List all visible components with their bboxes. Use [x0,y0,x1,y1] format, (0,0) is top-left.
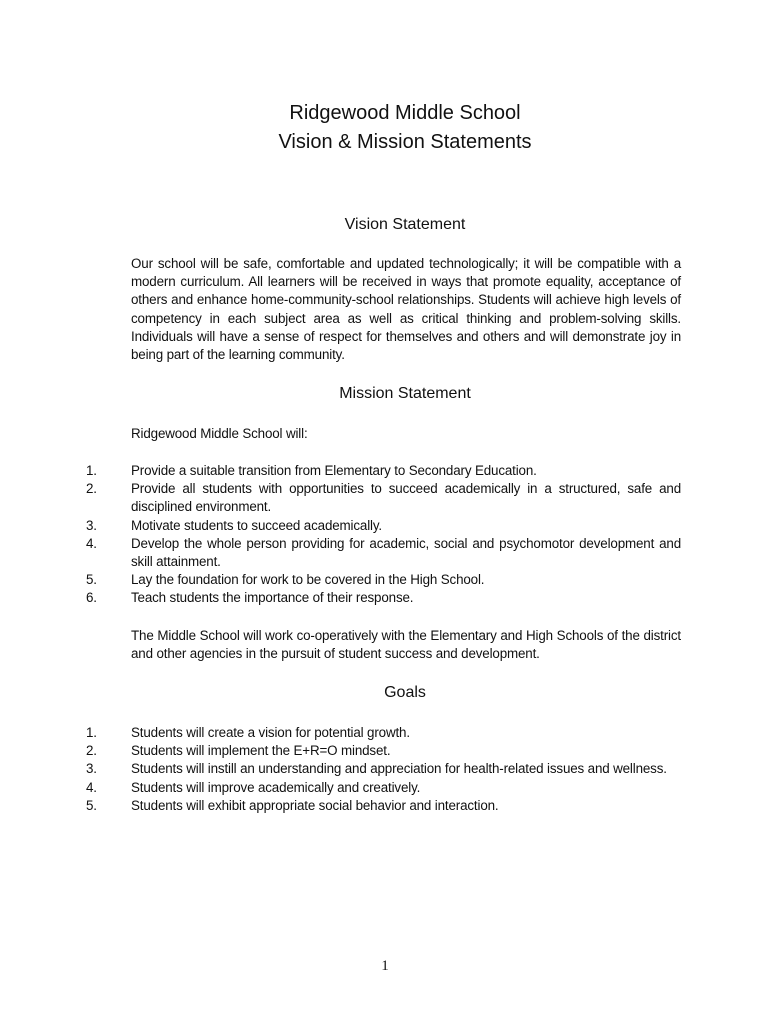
goal-item-text: Students will implement the E+R=O mindset. [131,743,391,759]
mission-item-text: Teach students the importance of their response. [131,590,414,606]
goal-item [0,742,770,760]
mission-item-text: Provide all students with opportunities to succeed academically in a structured, safe and disciplined environment. [131,481,681,515]
mission-item-number: 4. [86,535,97,551]
goal-item-text: Students will create a vision for potential growth. [131,725,410,740]
mission-heading: Mission Statement [339,385,471,402]
mission-list [0,462,770,608]
goal-item [0,779,770,797]
goal-item-number: 3. [86,761,97,777]
goal-item-text: Students will instill an understanding and appreciation for health-related issues and wellness. [131,761,667,777]
goal-item-number: 5. [86,797,97,813]
goal-item-text: Students will improve academically and creatively. [131,779,421,795]
goal-item [0,724,770,742]
goals-heading: Goals [384,684,426,701]
mission-item-number: 5. [86,572,97,588]
page-number: 1 [381,958,389,974]
goal-item-number: 4. [86,779,97,795]
document-title-subtitle: Vision & Mission Statements [278,131,532,153]
mission-item [0,589,770,607]
mission-closing-paragraph: The Middle School will work co-operatively with the Elementary and High Schools of the district and other agencies in the pursuit of student success and development. [131,628,681,662]
vision-paragraph: Our school will be safe, comfortable and updated technologically; it will be compatible with a modern curriculum. All learners will be received in ways that promote equality, acceptance of others and enhance home-community-school relationships. Students will achieve high levels of competency in each subject area as well as critical thinking and problem-solving skills. Individuals will have a sense of respect for themselves and others and will demonstrate joy in being part of the learning community. [131,256,681,363]
mission-item-number: 2. [86,481,97,497]
mission-item-number: 6. [86,590,97,606]
goal-item-number: 2. [86,743,97,759]
goal-item [0,797,770,815]
mission-item [0,571,770,589]
mission-intro: Ridgewood Middle School will: [131,426,308,441]
mission-item-text: Provide a suitable transition from Elementary to Secondary Education. [131,463,537,478]
goals-list [0,724,770,815]
mission-item-text: Develop the whole person providing for academic, social and psychomotor development and skill attainment. [131,535,681,570]
goal-item-number: 1. [86,725,97,740]
document-title-school: Ridgewood Middle School [289,102,521,124]
mission-item [0,480,770,516]
mission-item-text: Lay the foundation for work to be covered in the High School. [131,572,485,588]
mission-item [0,517,770,535]
goal-item-text: Students will exhibit appropriate social behavior and interaction. [131,797,499,813]
mission-item-text: Motivate students to succeed academically. [131,517,382,533]
mission-item [0,462,770,480]
mission-item-number: 3. [86,517,97,533]
vision-heading: Vision Statement [344,216,466,233]
mission-item [0,535,770,571]
goal-item [0,760,770,778]
mission-item-number: 1. [86,463,97,478]
